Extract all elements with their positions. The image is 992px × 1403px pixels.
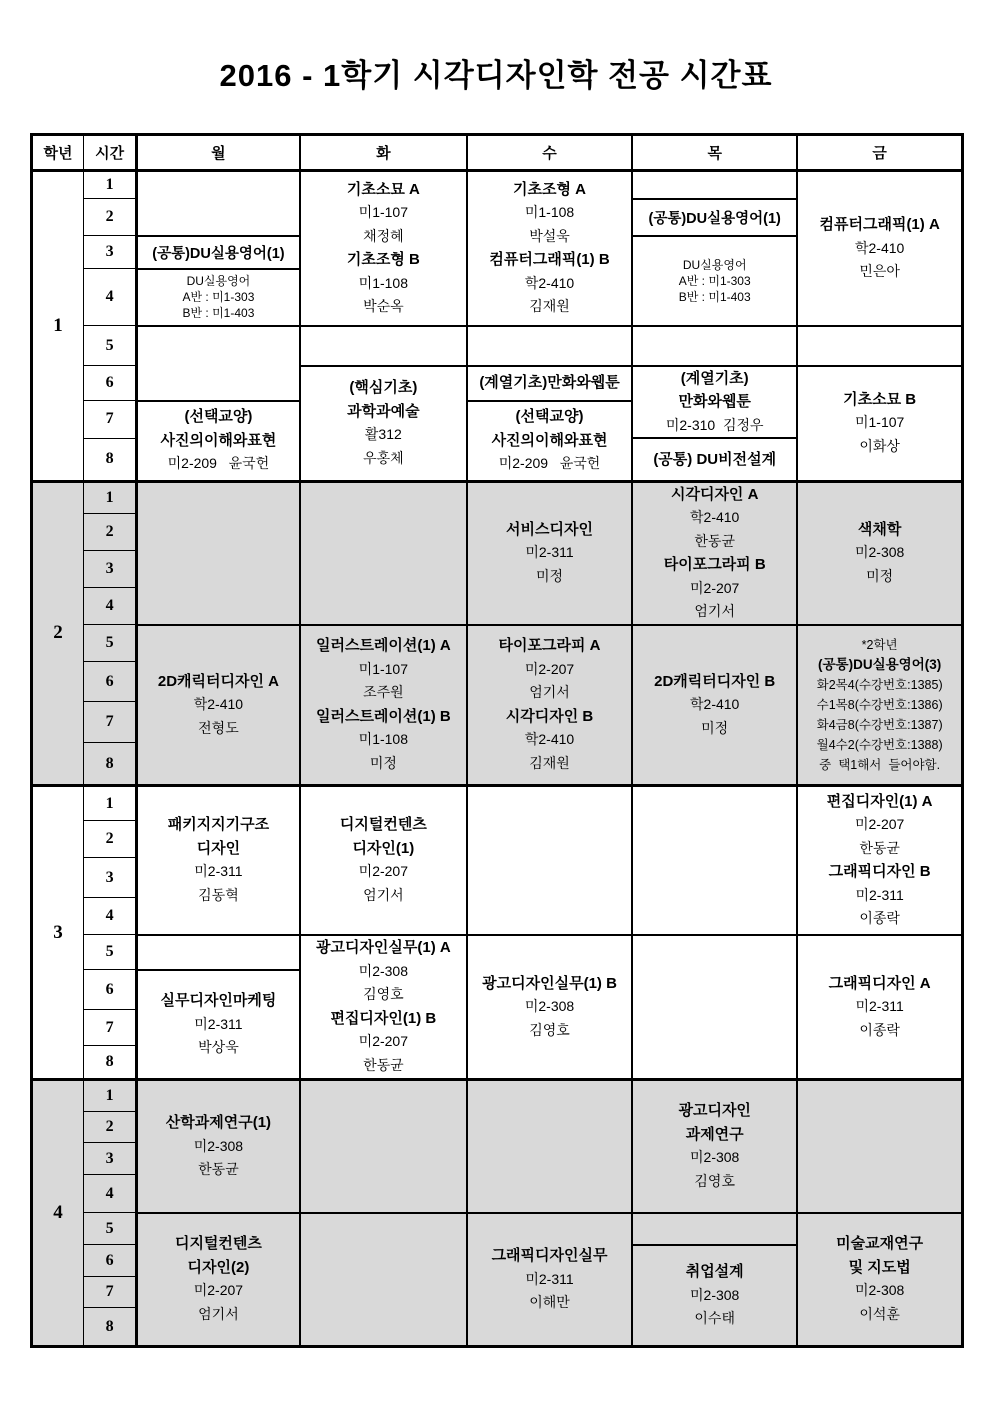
- period-g2-3: 3: [84, 551, 137, 587]
- cell-g4-tue-p5-empty: [300, 1213, 467, 1347]
- cell-line: 이수태: [694, 1310, 735, 1326]
- cell-line: 미2-311: [855, 998, 904, 1014]
- cell-line: 김재원: [529, 298, 570, 315]
- period-g2-8: 8: [84, 743, 137, 786]
- cell-g1-thu-p2: (공통)DU실용영어(1): [632, 199, 797, 236]
- cell-line: 색채학: [857, 520, 902, 538]
- period-g3-1: 1: [84, 786, 137, 821]
- cell-g4-fri-p5: [797, 1213, 962, 1347]
- cell-line: 실무디자인마케팅: [160, 992, 277, 1009]
- cell-line: 학2-410: [690, 509, 740, 525]
- period-g3-8: 8: [84, 1046, 137, 1080]
- cell-line: 2D캐릭터디자인 A: [157, 672, 279, 690]
- period-g2-6: 6: [84, 662, 137, 702]
- period-g4-5: 5: [84, 1213, 137, 1245]
- cell-g4-mon-p5: [137, 1213, 300, 1347]
- cell-line: 컴퓨터그래픽(1) B: [489, 251, 610, 269]
- cell-line: 그래픽디자인 B: [828, 863, 931, 881]
- cell-line: 미2-207: [358, 1033, 409, 1050]
- cell-line: 미2-311: [194, 1015, 243, 1032]
- period-g3-6: 6: [84, 970, 137, 1010]
- cell-line: (선택교양): [184, 408, 253, 426]
- cell-g4-thu-p6: [632, 1245, 797, 1347]
- period-g1-4: 4: [84, 269, 137, 326]
- cell-line: 과학과예술: [347, 402, 420, 420]
- cell-g1-thu-p1-empty: [632, 171, 797, 199]
- cell-g2-wed-p5: [467, 625, 632, 786]
- cell-line: 사진의이해와표현: [491, 431, 608, 449]
- period-g3-3: 3: [84, 858, 137, 898]
- cell-line: 일러스트레이션(1) A: [315, 637, 451, 655]
- cell-line: 미2-308: [690, 1149, 740, 1166]
- cell-line: 학2-410: [193, 696, 244, 712]
- cell-line: 월4수2(수강번호:1388): [816, 737, 943, 752]
- cell-line: 타이포그라피 A: [498, 637, 601, 655]
- cell-line: 디자인(2): [187, 1258, 250, 1276]
- cell-line: 조주원: [363, 684, 404, 701]
- period-g2-2: 2: [84, 513, 137, 550]
- cell-line: B반 : 미1-403: [182, 306, 255, 320]
- cell-g2-tue-p5: [300, 625, 467, 786]
- cell-g3-wed-p1-empty: [467, 786, 632, 935]
- period-g4-2: 2: [84, 1112, 137, 1143]
- cell-line: 컴퓨터그래픽(1) A: [819, 216, 940, 233]
- timetable: [30, 133, 964, 1348]
- cell-g1-tue-p1: [300, 171, 467, 326]
- cell-g1-mon-p5-empty: [137, 326, 300, 401]
- period-g4-7: 7: [84, 1277, 137, 1308]
- period-g1-3: 3: [84, 236, 137, 269]
- cell-line: 채정혜: [363, 227, 404, 244]
- cell-line: 디자인(1): [352, 839, 415, 857]
- period-g4-1: 1: [84, 1080, 137, 1112]
- cell-g1-wed-p1: [467, 171, 632, 326]
- cell-line: 기초조형 B: [346, 251, 420, 269]
- cell-line: 광고디자인실무(1) A: [315, 939, 451, 957]
- cell-g1-fri-p5-empty: [797, 326, 962, 366]
- cell-line: 서비스디자인: [506, 520, 593, 538]
- cell-g3-tue-p1: [300, 786, 467, 935]
- grade-label-3: 3: [32, 786, 84, 1080]
- cell-line: 미2-308: [524, 998, 575, 1014]
- period-g2-5: 5: [84, 625, 137, 662]
- cell-line: 광고디자인: [678, 1102, 751, 1120]
- cell-g2-mon-p5: [137, 625, 300, 786]
- cell-line: 미2-311: [525, 1270, 574, 1287]
- cell-line: 디지털컨텐츠: [339, 816, 427, 834]
- cell-line: 수1목8(수강번호:1386): [816, 697, 943, 712]
- period-g4-8: 8: [84, 1308, 137, 1347]
- cell-g2-mon-p1-empty: [137, 481, 300, 625]
- cell-g4-thu-p5-empty: [632, 1213, 797, 1245]
- page-title: 2016 - 1학기 시각디자인학 전공 시간표: [219, 58, 773, 93]
- cell-line: 한동균: [694, 532, 735, 549]
- cell-line: 만화와웹툰: [678, 393, 751, 410]
- cell-line: 미2-308: [854, 1282, 905, 1299]
- cell-g1-wed-p6: [467, 366, 632, 401]
- grade-label-2: 2: [32, 481, 84, 786]
- cell-g4-fri-p1-empty: [797, 1080, 962, 1213]
- cell-line: 한동균: [198, 1161, 239, 1177]
- cell-line: 미2-308: [690, 1286, 740, 1303]
- cell-line: 미2-308: [854, 544, 905, 561]
- cell-g1-thu-p3: [632, 236, 797, 326]
- cell-line: 미정: [866, 567, 894, 584]
- cell-g1-mon-p4: [137, 269, 300, 326]
- cell-line: 2D캐릭터디자인 B: [654, 672, 776, 690]
- cell-line: 타이포그라피 B: [663, 556, 766, 573]
- cell-g1-thu-p6: [632, 366, 797, 439]
- cell-line: 미1-108: [358, 731, 409, 748]
- cell-g2-thu-p5: [632, 625, 797, 786]
- cell-g1-tue-p6: [300, 366, 467, 482]
- cell-line: 김영호: [529, 1021, 570, 1038]
- cell-g1-tue-p5-empty: [300, 326, 467, 366]
- cell-line: DU실용영어: [682, 257, 747, 272]
- cell-line: 미1-107: [358, 660, 409, 677]
- cell-line: 광고디자인실무(1) B: [482, 974, 617, 992]
- cell-g1-thu-p8: [632, 438, 797, 481]
- cell-g1-thu-p5-empty: [632, 326, 797, 366]
- cell-line: 김영호: [363, 986, 404, 1003]
- cell-g3-fri-p1: [797, 786, 962, 935]
- cell-line: 이종락: [859, 1021, 900, 1038]
- period-g1-2: 2: [84, 199, 137, 236]
- cell-g1-mon-p7: [137, 401, 300, 482]
- cell-g1-wed-p5-empty: [467, 326, 632, 366]
- cell-line: (핵심기초): [349, 379, 418, 396]
- cell-line: (계열기초)만화와웹툰: [479, 374, 620, 392]
- cell-g1-mon-p3: (공통)DU실용영어(1): [137, 236, 300, 269]
- cell-g3-fri-p5: [797, 935, 962, 1080]
- cell-line: 기초조형 A: [513, 180, 586, 198]
- cell-line: 민은아: [859, 263, 900, 279]
- cell-line: 김재원: [529, 754, 570, 771]
- cell-line: 미2-207: [193, 1282, 244, 1299]
- cell-line: 엄기서: [529, 684, 570, 701]
- cell-line: 한동균: [363, 1056, 404, 1073]
- period-g3-5: 5: [84, 935, 137, 970]
- cell-line: 박순옥: [363, 298, 404, 315]
- period-g3-4: 4: [84, 898, 137, 935]
- cell-line: (계열기초): [680, 369, 749, 387]
- cell-line: 시각디자인 B: [505, 707, 594, 725]
- cell-line: 미1-107: [358, 204, 409, 221]
- cell-line: B반 : 미1-403: [678, 289, 751, 304]
- cell-g1-fri-p1: [797, 171, 962, 326]
- cell-g4-tue-p1-empty: [300, 1080, 467, 1213]
- header-day-fri: 금: [797, 135, 962, 171]
- period-g1-5: 5: [84, 326, 137, 366]
- grade-label-4: 4: [32, 1080, 84, 1347]
- cell-g2-tue-p1-empty: [300, 481, 467, 625]
- cell-line: (공통)DU실용영어(3): [818, 656, 942, 672]
- cell-line: 미2-308: [358, 962, 409, 979]
- period-g1-1: 1: [84, 171, 137, 199]
- cell-line: 시각디자인 A: [670, 485, 759, 503]
- cell-g3-mon-p6: [137, 970, 300, 1080]
- period-g3-2: 2: [84, 821, 137, 858]
- period-g1-7: 7: [84, 401, 137, 439]
- period-g2-7: 7: [84, 702, 137, 743]
- cell-g3-wed-p5: [467, 935, 632, 1080]
- period-g4-6: 6: [84, 1245, 137, 1277]
- period-g2-1: 1: [84, 481, 137, 513]
- timetable-body: [32, 171, 963, 1347]
- cell-line: 학2-410: [524, 274, 575, 291]
- cell-line: 산학과제연구(1): [165, 1114, 272, 1131]
- cell-line: 미1-108: [524, 204, 575, 221]
- cell-g3-tue-p5: [300, 935, 467, 1080]
- cell-line: 우홍체: [363, 449, 404, 466]
- cell-line: 사진의이해와표현: [160, 431, 277, 449]
- header-time: 시간: [84, 135, 137, 171]
- grade-label-1: 1: [32, 171, 84, 482]
- cell-line: 일러스트레이션(1) B: [315, 707, 451, 725]
- cell-g2-thu-p1: [632, 481, 797, 625]
- cell-line: 디지털컨텐츠: [174, 1235, 262, 1253]
- cell-g2-fri-p5: [797, 625, 962, 786]
- cell-line: A반 : 미1-303: [182, 290, 255, 304]
- cell-line: 과제연구: [685, 1125, 744, 1143]
- cell-g3-thu-p1-empty: [632, 786, 797, 935]
- header-day-tue: 화: [300, 135, 467, 171]
- cell-line: 미2-311: [855, 886, 904, 903]
- cell-line: 미2-311: [525, 544, 574, 561]
- cell-line: 김영호: [694, 1172, 735, 1189]
- cell-line: 미1-107: [854, 414, 905, 431]
- cell-line: 취업설계: [685, 1263, 744, 1280]
- cell-line: 미2-310 김정우: [665, 416, 764, 433]
- cell-line: 중 택1해서 들어야함.: [819, 757, 941, 772]
- header-day-thu: 목: [632, 135, 797, 171]
- cell-line: 이석훈: [859, 1305, 900, 1322]
- cell-line: 엄기서: [363, 886, 404, 903]
- cell-g3-thu-p5-empty: [632, 935, 797, 1080]
- cell-line: 그래픽디자인실무: [491, 1247, 608, 1264]
- period-g4-4: 4: [84, 1175, 137, 1213]
- cell-line: 그래픽디자인 A: [828, 974, 931, 992]
- cell-line: 기초소묘 A: [346, 180, 420, 198]
- period-g1-6: 6: [84, 366, 137, 401]
- cell-line: 미2-207: [524, 660, 575, 677]
- cell-line: 화4금8(수강번호:1387): [816, 717, 943, 732]
- cell-line: 이화상: [859, 437, 900, 454]
- cell-g3-mon-p1: [137, 786, 300, 935]
- cell-line: 및 지도법: [848, 1258, 911, 1276]
- cell-line: 미정: [369, 754, 397, 771]
- cell-line: 패키지지기구조: [167, 816, 270, 834]
- cell-line: 미2-207: [358, 863, 409, 880]
- period-g4-3: 3: [84, 1143, 137, 1175]
- cell-line: (공통) DU비전설계: [653, 450, 777, 468]
- cell-line: 전형도: [198, 719, 239, 736]
- header-grade: 학년: [32, 135, 84, 171]
- cell-line: DU실용영어: [186, 274, 251, 288]
- cell-line: 화2목4(수강번호:1385): [816, 677, 943, 692]
- cell-line: 미2-209 윤국헌: [498, 455, 601, 472]
- cell-line: 엄기서: [694, 603, 735, 619]
- cell-line: 미2-207: [854, 816, 905, 833]
- cell-line: 학2-410: [690, 696, 740, 712]
- cell-line: 미2-311: [194, 863, 243, 880]
- cell-g4-mon-p1: [137, 1080, 300, 1213]
- cell-g2-wed-p1: [467, 481, 632, 625]
- cell-g3-mon-p5-empty: [137, 935, 300, 970]
- cell-line: 디자인: [196, 839, 241, 857]
- cell-g4-wed-p1-empty: [467, 1080, 632, 1213]
- cell-line: 미1-108: [358, 274, 409, 291]
- header-day-mon: 월: [137, 135, 300, 171]
- cell-g2-fri-p1: [797, 481, 962, 625]
- cell-g4-thu-p1: [632, 1080, 797, 1213]
- cell-line: 이해만: [529, 1294, 570, 1310]
- cell-line: 엄기서: [198, 1305, 239, 1322]
- cell-line: 학2-410: [524, 731, 575, 748]
- cell-line: 박설욱: [529, 227, 570, 244]
- cell-line: 편집디자인(1) B: [330, 1009, 437, 1027]
- header-day-wed: 수: [467, 135, 632, 171]
- cell-line: 학2-410: [854, 239, 905, 256]
- cell-line: 박상욱: [198, 1039, 239, 1055]
- cell-g1-mon-p1-empty: [137, 171, 300, 236]
- timetable-header: [32, 135, 963, 171]
- cell-line: 한동균: [859, 839, 900, 856]
- cell-line: (선택교양): [515, 408, 584, 426]
- cell-line: 이종락: [859, 910, 900, 927]
- cell-line: 미2-209 윤국헌: [167, 455, 270, 472]
- cell-g4-wed-p5: [467, 1213, 632, 1347]
- cell-line: 미정: [535, 567, 564, 584]
- cell-line: *2학년: [861, 637, 898, 652]
- cell-g1-fri-p6: [797, 366, 962, 482]
- cell-line: A반 : 미1-303: [678, 273, 751, 288]
- cell-line: 미2-207: [690, 579, 740, 596]
- cell-line: 편집디자인(1) A: [826, 792, 933, 810]
- period-g3-7: 7: [84, 1010, 137, 1046]
- cell-line: 미정: [701, 719, 729, 736]
- cell-g1-wed-p7: [467, 401, 632, 482]
- cell-line: 기초소묘 B: [843, 390, 917, 408]
- period-g1-8: 8: [84, 438, 137, 481]
- cell-line: 미술교재연구: [836, 1235, 924, 1253]
- period-g2-4: 4: [84, 587, 137, 624]
- cell-line: 미2-308: [193, 1137, 244, 1154]
- cell-line: 김동혁: [198, 886, 239, 903]
- cell-line: 활312: [364, 426, 402, 442]
